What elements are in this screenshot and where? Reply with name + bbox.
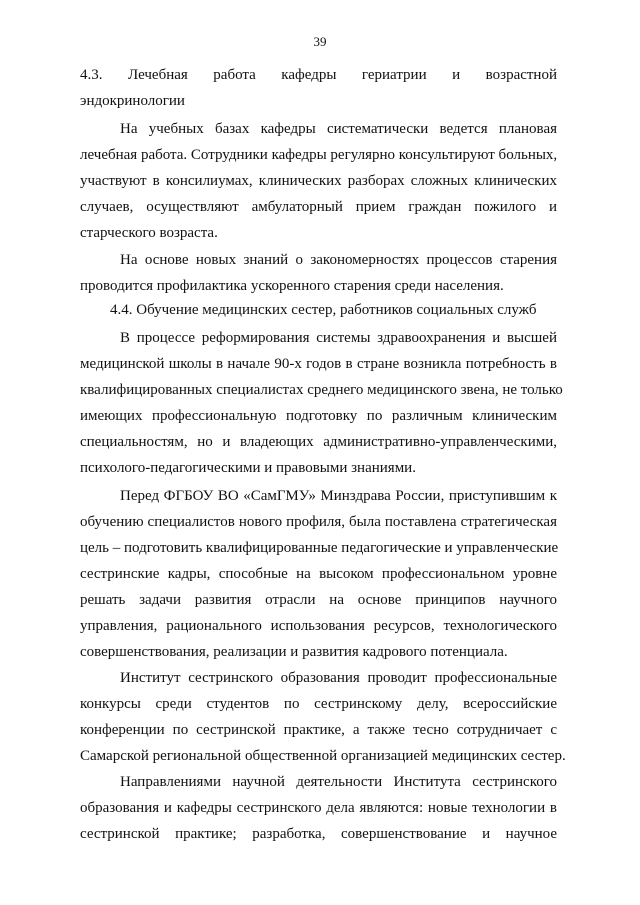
paragraph-line: квалифицированных специалистах среднего медицинского звена, не только bbox=[80, 382, 563, 398]
paragraph-line: имеющих профессиональную подготовку по различным клиническим bbox=[80, 408, 557, 424]
paragraph-line: Институт сестринского образования проводит профессиональные bbox=[120, 670, 557, 686]
paragraph-line: решать задачи развития отрасли на основе принципов научного bbox=[80, 592, 557, 608]
heading-4-4: 4.4. Обучение медицинских сестер, работников социальных служб bbox=[110, 302, 537, 318]
paragraph-line: Направлениями научной деятельности Института сестринского bbox=[120, 774, 557, 790]
paragraph-line: управления, рационального использования ресурсов, технологического bbox=[80, 618, 557, 634]
heading-4-3-line-2: эндокринологии bbox=[80, 93, 185, 109]
paragraph-line: На учебных базах кафедры систематически ведется плановая bbox=[120, 121, 557, 137]
paragraph-line: конкурсы среди студентов по сестринскому делу, всероссийские bbox=[80, 696, 557, 712]
paragraph-line: сестринской практике; разработка, совершенствование и научное bbox=[80, 826, 557, 842]
paragraph-line: участвуют в консилиумах, клинических разборах сложных клинических bbox=[80, 173, 557, 189]
paragraph-line: медицинской школы в начале 90-х годов в стране возникла потребность в bbox=[80, 356, 557, 372]
paragraph-line: Перед ФГБОУ ВО «СамГМУ» Минздрава России, приступившим к bbox=[120, 488, 557, 504]
page-number: 39 bbox=[313, 34, 327, 49]
paragraph-line: специальностям, но и владеющих административно-управленческими, bbox=[80, 434, 557, 450]
paragraph-line: В процессе реформирования системы здравоохранения и высшей bbox=[120, 330, 557, 346]
paragraph-line: На основе новых знаний о закономерностях процессов старения bbox=[120, 252, 557, 268]
paragraph-line: проводится профилактика ускоренного старения среди населения. bbox=[80, 278, 504, 294]
paragraph-line: совершенствования, реализации и развития кадрового потенциала. bbox=[80, 644, 508, 660]
paragraph-line: сестринские кадры, способные на высоком профессиональном уровне bbox=[80, 566, 557, 582]
paragraph-line: обучению специалистов нового профиля, была поставлена стратегическая bbox=[80, 514, 557, 530]
paragraph-line: случаев, осуществляют амбулаторный прием граждан пожилого и bbox=[80, 199, 557, 215]
paragraph-line: лечебная работа. Сотрудники кафедры регулярно консультируют больных, bbox=[80, 147, 558, 163]
paragraph-line: старческого возраста. bbox=[80, 225, 218, 241]
paragraph-line: конференции по сестринской практике, а также тесно сотрудничает с bbox=[80, 722, 557, 738]
heading-4-3-line-1: 4.3. Лечебная работа кафедры гериатрии и возрастной bbox=[80, 67, 557, 83]
paragraph-line: психолого-педагогическими и правовыми знаниями. bbox=[80, 460, 416, 476]
paragraph-line: цель – подготовить квалифицированные педагогические и управленческие bbox=[80, 540, 559, 556]
paragraph-line: Самарской региональной общественной организацией медицинских сестер. bbox=[80, 748, 566, 764]
paragraph-line: образования и кафедры сестринского дела являются: новые технологии в bbox=[80, 800, 557, 816]
